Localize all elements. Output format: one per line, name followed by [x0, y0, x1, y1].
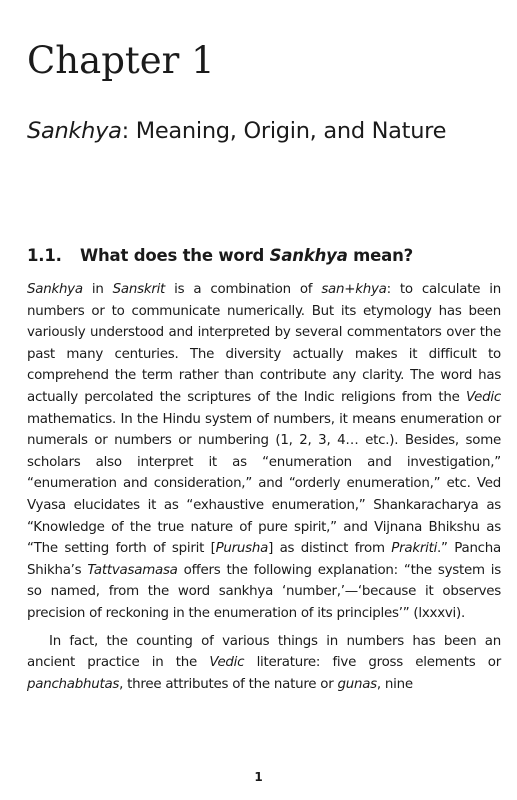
section-heading-post: mean?: [347, 246, 414, 265]
text-run: in: [82, 282, 113, 297]
italic-term: Vedic: [466, 389, 501, 405]
chapter-title-italic: Sankhya: [27, 118, 122, 144]
section-heading: [27, 248, 413, 265]
paragraph-2: [27, 631, 501, 696]
body-text: [27, 279, 501, 695]
chapter-title-rest: : Meaning, Origin, and Nature: [121, 118, 447, 144]
text-run: is a combination of: [165, 282, 322, 297]
italic-term: Vedic: [209, 655, 245, 671]
section-heading-italic: Sankhya: [269, 246, 348, 265]
text-run: , three attributes of the nature or: [119, 676, 338, 692]
text-run: In fact, the counting of various things in numbers has been an ancient practice in the: [27, 633, 501, 671]
italic-term: Sanskrit: [112, 282, 166, 297]
page-number: 1: [254, 770, 263, 784]
text-run: literature: five gross elements or: [244, 655, 501, 671]
italic-term: san+khya: [321, 282, 387, 297]
text-run: offers the following explanation: “the system is so named, from the word sankhya ‘number,’—‘because it observes precision of reckoning in the enumeration of its principles’” (lxxxvi).: [27, 562, 501, 621]
italic-term: panchabhutas: [27, 676, 120, 692]
text-run: , nine: [376, 676, 413, 692]
text-run: : to calculate in numbers or to communicate numerically. But its etymology has been variously understood and interpreted by several commentators over the past many centuries. The diversity actually makes it difficult to comprehend the term rather than contribute any clarity. The word has actually percolated the scriptures of the Indic religions from the: [27, 282, 501, 405]
italic-term: Tattvasamasa: [87, 562, 178, 578]
section-heading-pre: What does the word: [80, 246, 270, 265]
text-run: ] as distinct from: [268, 541, 392, 557]
text-run: mathematics. In the Hindu system of numbers, it means enumeration or numerals or numbers or numbering (1, 2, 3, 4… etc.). Besides, some scholars also interpret it as “enumeration and investigation,” “enumeration and consideration,” and “orderly enumeration,” etc. Ved Vyasa elucidates it as “exhaustive enumeration,” Shankaracharya as “Knowledge of the true nature of pure spirit,” and Vijnana Bhikshu as “The setting forth of spirit [: [27, 411, 501, 557]
italic-term: Prakriti: [391, 541, 438, 557]
text-run: .” Pancha Shikha’s: [27, 541, 501, 578]
italic-term: Purusha: [215, 541, 269, 557]
italic-term: Sankhya: [27, 282, 83, 297]
chapter-title: [27, 120, 446, 143]
italic-term: gunas: [337, 676, 377, 692]
paragraph-1: [27, 279, 501, 625]
chapter-label: Chapter 1: [27, 39, 215, 82]
section-number: 1.1.: [27, 246, 62, 265]
